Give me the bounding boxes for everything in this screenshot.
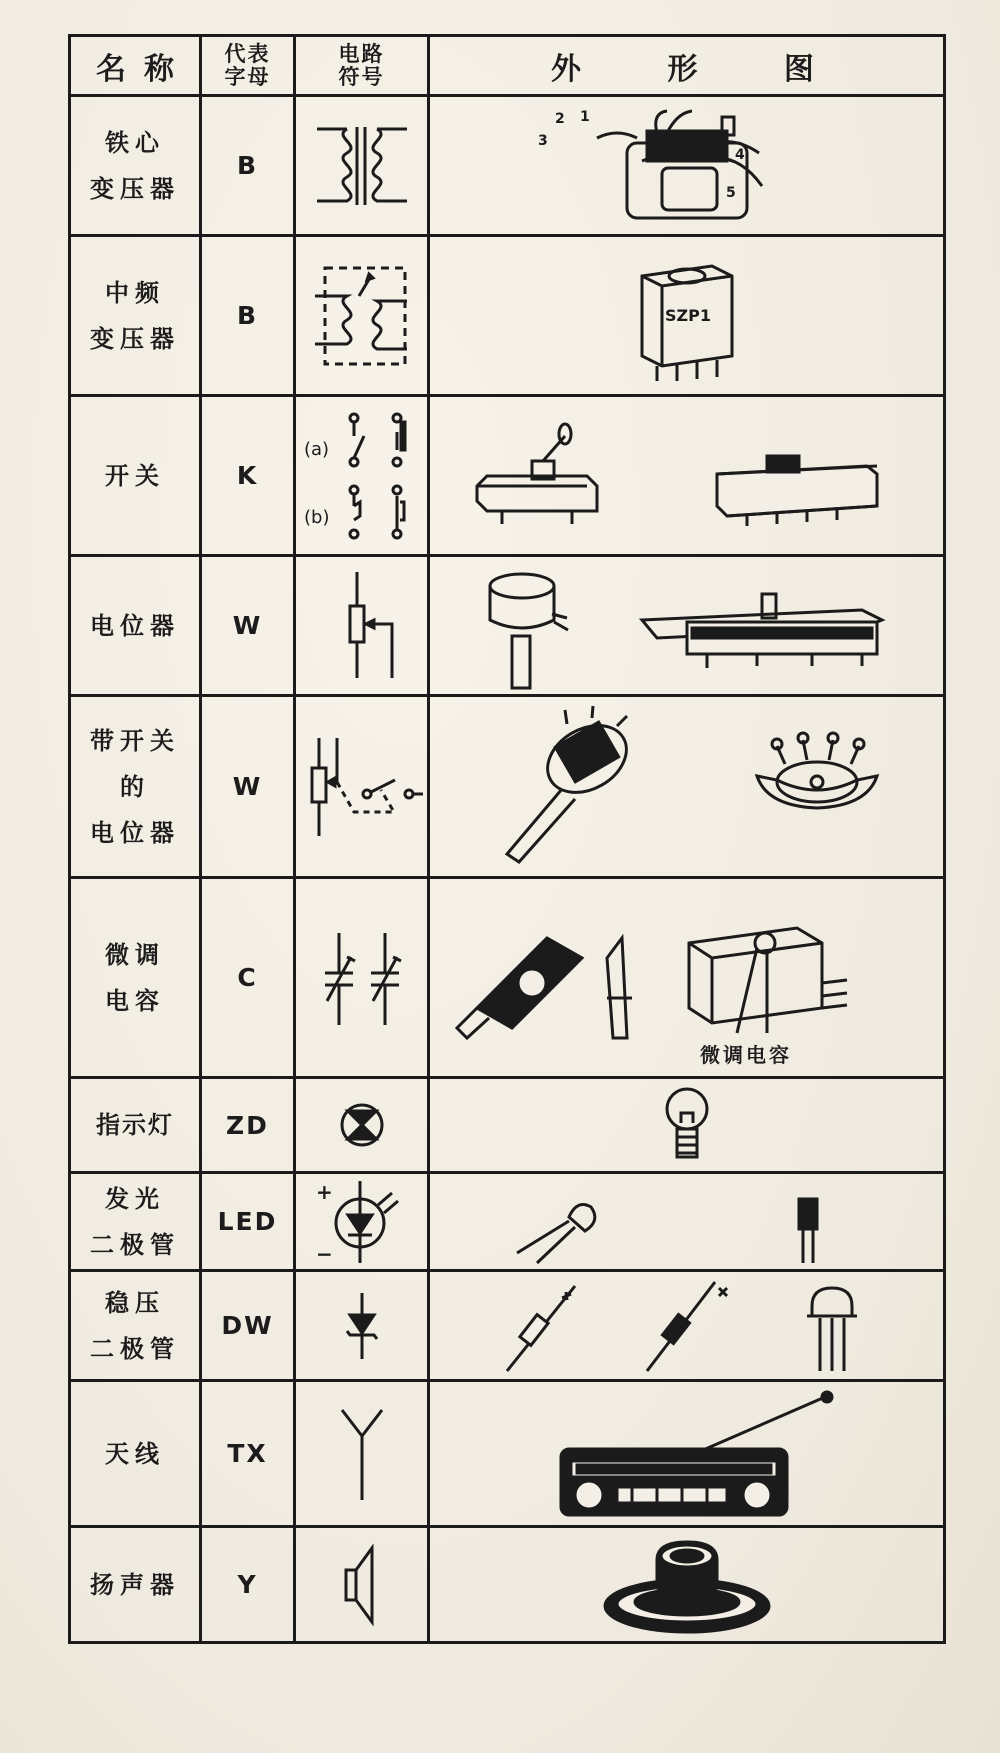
switch-drawings-icon [447, 406, 927, 546]
component-code: W [232, 772, 263, 801]
iron-core-transformer-drawing-icon [567, 103, 807, 228]
component-name: 带开关 的 电位器 [90, 726, 180, 847]
antenna-symbol-icon [332, 1404, 392, 1504]
trimmer-capacitor-drawings-icon [437, 888, 937, 1068]
pin-label: 1 [580, 109, 593, 125]
iron-core-transformer-symbol-icon [307, 121, 417, 211]
table-row [70, 1271, 945, 1381]
table-row [70, 1078, 945, 1173]
trimmer-capacitor-symbol-icon [307, 923, 417, 1033]
if-transformer-symbol-icon [307, 256, 417, 376]
component-name: 铁心 变压器 [90, 128, 180, 203]
speaker-symbol-icon [332, 1540, 392, 1630]
radio-with-antenna-drawing-icon [537, 1389, 837, 1519]
component-code: ZD [226, 1110, 269, 1140]
component-code: DW [221, 1311, 274, 1340]
table-row [70, 396, 945, 556]
switched-potentiometer-symbol-icon [299, 732, 424, 842]
table-row [70, 1527, 945, 1643]
component-code: B [236, 301, 259, 330]
cathode-label: − [316, 1242, 336, 1266]
potentiometer-symbol-icon [317, 566, 407, 686]
pin-label: 3 [538, 133, 551, 149]
speaker-drawing-icon [597, 1532, 777, 1637]
header-symbol: 电路符号 [295, 36, 429, 96]
component-code: LED [217, 1207, 278, 1236]
component-table [68, 34, 946, 1644]
table-row [70, 96, 945, 236]
model-marking: SZP1 [664, 305, 711, 325]
table-row [70, 878, 945, 1078]
zener-diode-symbol-icon [337, 1291, 387, 1361]
table-row [70, 236, 945, 396]
component-name: 扬声器 [90, 1570, 180, 1599]
table-row [70, 696, 945, 878]
component-name: 天线 [105, 1439, 165, 1468]
table-row [70, 1381, 945, 1527]
table-row [70, 1173, 945, 1271]
pin-label: 4 [735, 147, 748, 163]
component-code: C [237, 963, 258, 992]
table-header-row [70, 36, 945, 96]
potentiometer-drawings-icon [442, 558, 932, 693]
variant-a-label: (a) [304, 439, 330, 460]
component-name: 电位器 [90, 611, 180, 640]
if-transformer-drawing-icon [617, 246, 757, 386]
component-name: 微调 电容 [105, 940, 165, 1015]
component-code: W [232, 611, 263, 640]
component-name: 稳压 二极管 [90, 1288, 180, 1363]
component-code: Y [237, 1570, 258, 1599]
component-code: K [236, 461, 259, 490]
component-name: 指示灯 [96, 1111, 174, 1139]
component-name: 发光 二极管 [90, 1184, 180, 1259]
component-name: 开关 [105, 461, 165, 490]
component-name: 中频 变压器 [90, 278, 180, 353]
component-code: B [236, 151, 259, 180]
header-shape: 外 形 图 [429, 36, 945, 96]
zener-diode-drawings-icon [487, 1276, 887, 1376]
pin-label: 2 [555, 111, 568, 127]
header-code: 代表字母 [201, 36, 295, 96]
variant-b-label: (b) [304, 507, 330, 528]
trimmer-callout-label: 微调电容 [700, 1043, 792, 1067]
led-drawings-icon [507, 1177, 867, 1267]
pin-label: 5 [726, 185, 739, 201]
switched-potentiometer-drawings-icon [467, 704, 907, 869]
component-code: TX [227, 1439, 268, 1468]
header-name: 名称 [70, 36, 201, 96]
indicator-lamp-symbol-icon [332, 1095, 392, 1155]
indicator-lamp-drawing-icon [657, 1083, 717, 1168]
anode-label: + [316, 1180, 336, 1204]
table-row [70, 556, 945, 696]
